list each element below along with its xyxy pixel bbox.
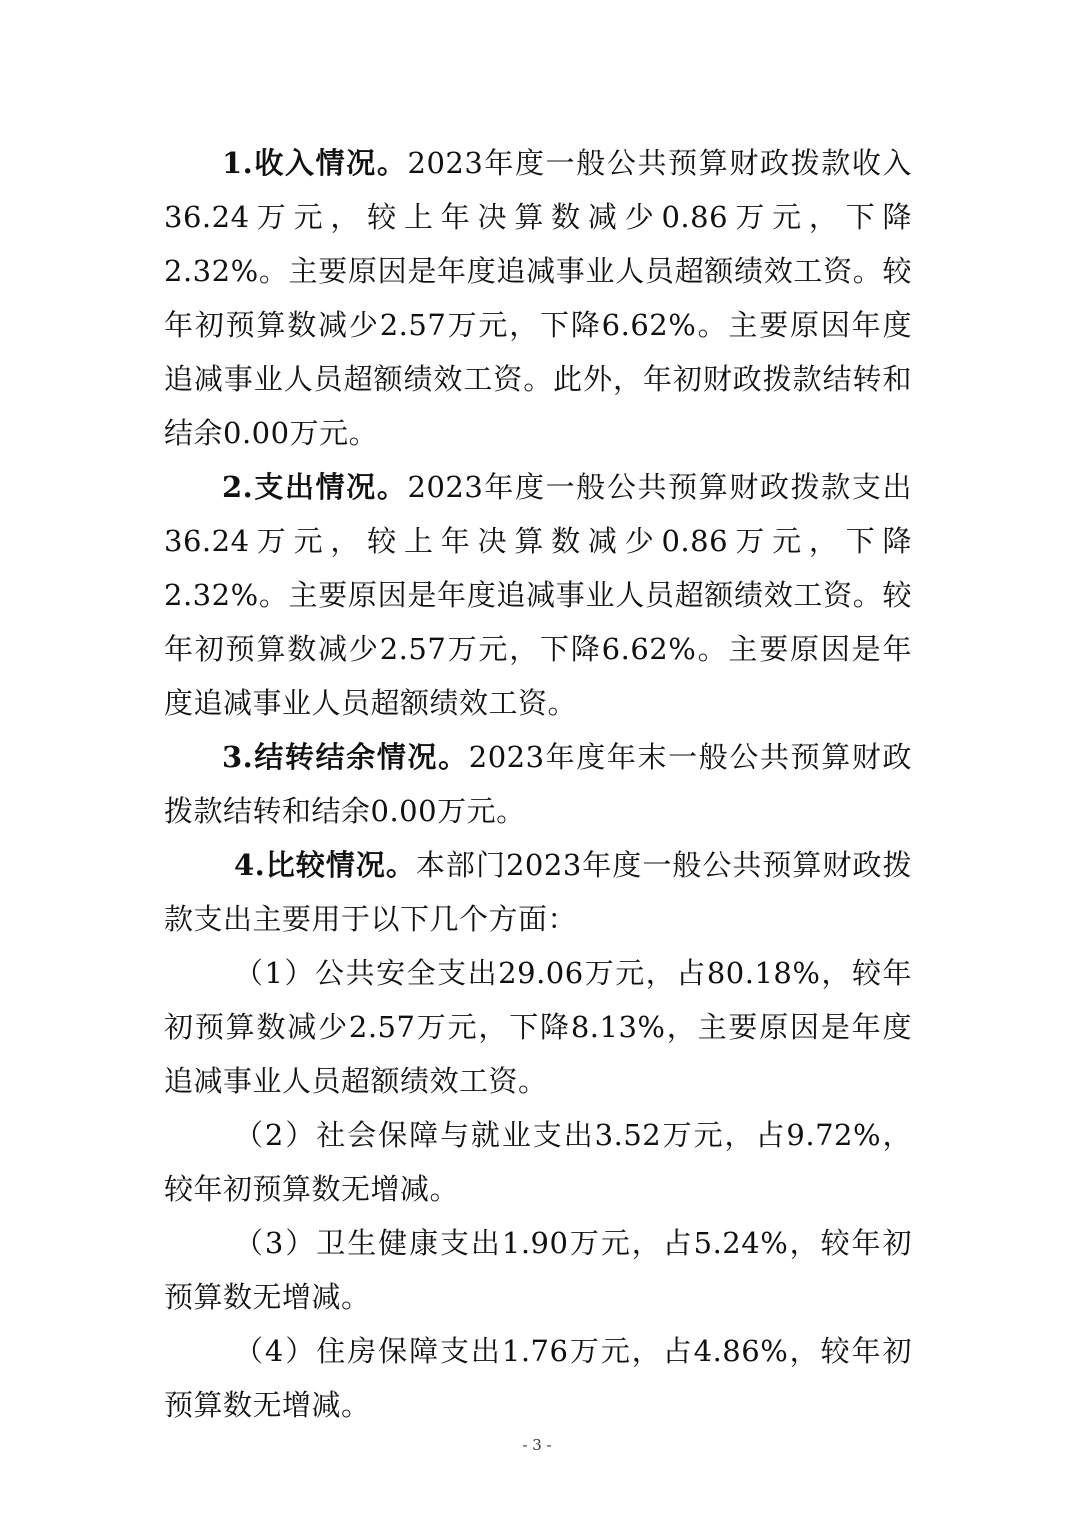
list-item-public-security: （1）公共安全支出29.06万元，占80.18%，较年初预算数减少2.57万元，下降8.13%，主要原因是年度追减事业人员超额绩效工资。: [164, 956, 912, 1098]
list-item-housing: （4）住房保障支出1.76万元，占4.86%，较年初预算数无增减。: [164, 1334, 912, 1422]
section-heading: 2.支出情况。: [222, 470, 408, 504]
section-heading: 1.收入情况。: [222, 146, 408, 180]
section-carryover: [164, 730, 912, 838]
section-text: 2023年度一般公共预算财政拨款收入36.24万元，较上年决算数减少0.86万元，下降2.32%。主要原因是年度追减事业人员超额绩效工资。较年初预算数减少2.57万元，下降6.62%。主要原因年度追减事业人员超额绩效工资。此外，年初财政拨款结转和结余0.00万元。: [164, 146, 912, 450]
section-text: 2023年度年末一般公共预算财政拨款结转和结余0.00万元。: [164, 740, 912, 828]
section-text: 本部门2023年度一般公共预算财政拨款支出主要用于以下几个方面：: [164, 848, 912, 936]
page-number: - 3 -: [522, 1436, 552, 1454]
section-text: 2023年度一般公共预算财政拨款支出36.24万元，较上年决算数减少0.86万元，下降2.32%。主要原因是年度追减事业人员超额绩效工资。较年初预算数减少2.57万元，下降6.62%。主要原因是年度追减事业人员超额绩效工资。: [164, 470, 912, 720]
list-item-health: （3）卫生健康支出1.90万元，占5.24%，较年初预算数无增减。: [164, 1226, 912, 1314]
section-expenditure: [164, 460, 912, 730]
section-heading: 3.结转结余情况。: [222, 740, 469, 774]
section-comparison: [164, 838, 912, 946]
document-body: [164, 136, 912, 1432]
section-income: [164, 136, 912, 460]
list-item-social-security: （2）社会保障与就业支出3.52万元，占9.72%，较年初预算数无增减。: [164, 1118, 912, 1206]
section-heading: 4.比较情况。: [234, 848, 416, 882]
